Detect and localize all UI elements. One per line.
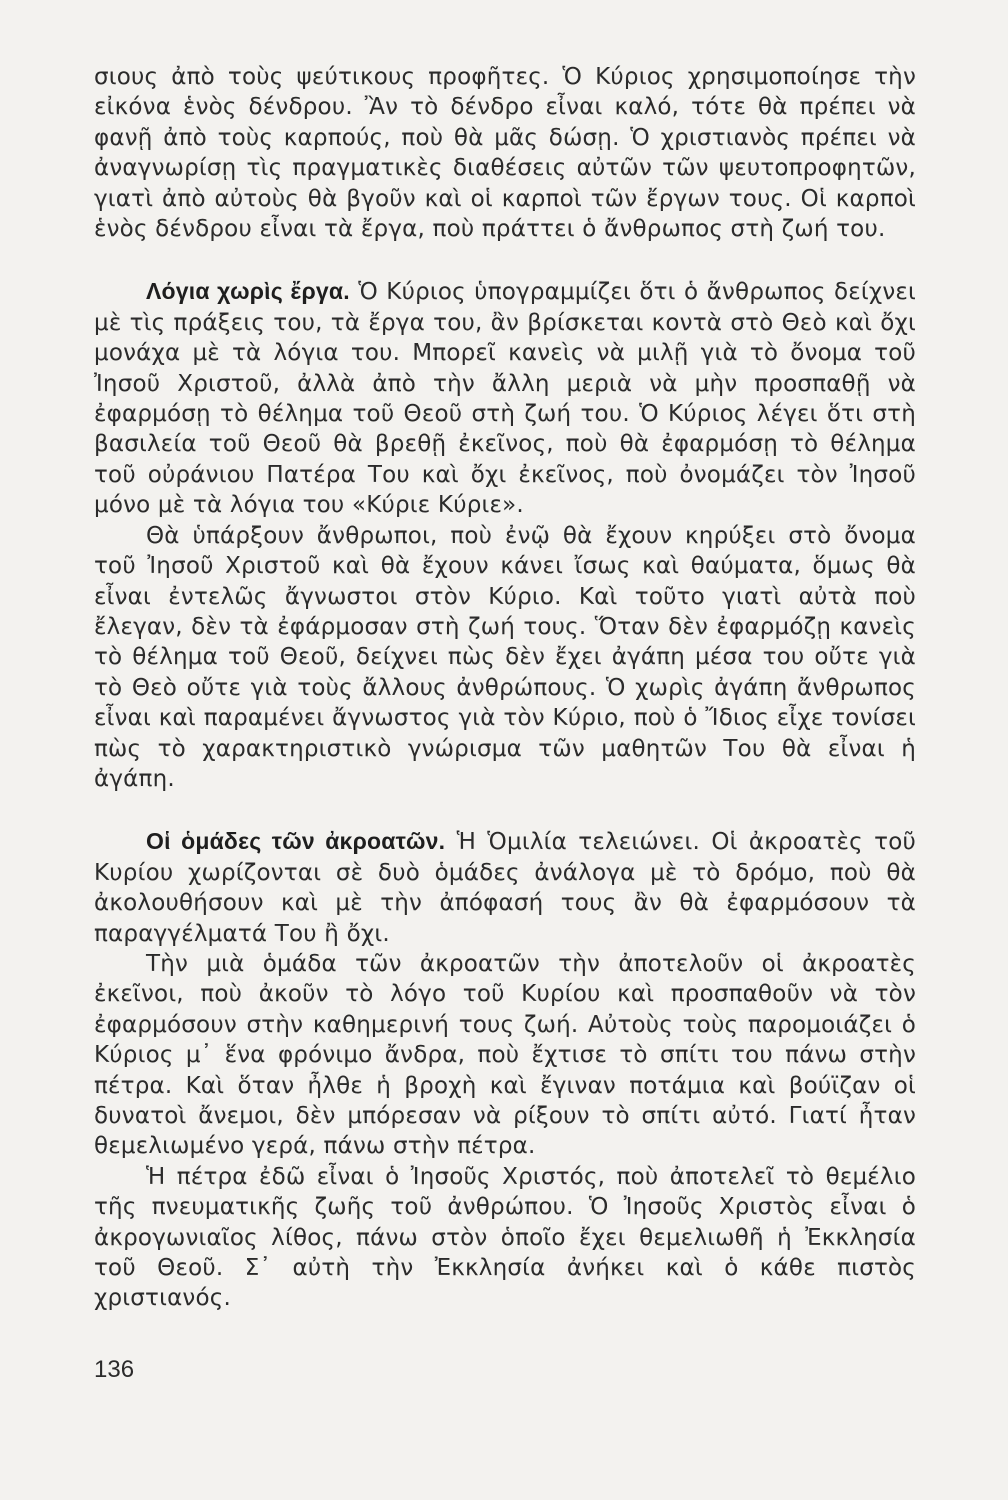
paragraph-1-text: σιους ἀπὸ τοὺς ψεύτικους προφῆτες. Ὁ Κύριος χρησιμοποίησε τὴν εἰκόνα ἑνὸς δένδρου. Ἂν τὸ δένδρο εἶναι καλό, τότε θὰ πρέπει νὰ φανῇ ἀπὸ τοὺς καρπούς, ποὺ θὰ μᾶς δώσῃ. Ὁ χριστιανὸς πρέπει νὰ ἀναγνωρίσῃ τὶς πραγματικὲς διαθέσεις αὐτῶν τῶν ψευτοπροφητῶν, γιατὶ ἀπὸ αὐτοὺς θὰ βγοῦν καὶ οἱ καρποὶ τῶν ἔργων τους. Οἱ καρποὶ ἑνὸς δένδρου εἶναι τὰ ἔργα, ποὺ πράττει ὁ ἄνθρωπος στὴ ζωή του. — [94, 64, 916, 243]
section-heading-groups-of-listeners: Οἱ ὁμάδες τῶν ἀκροατῶν. — [146, 828, 446, 855]
page-number: 136 — [94, 1356, 135, 1383]
paragraph-1 — [94, 62, 916, 244]
section-heading-words-without-deeds: Λόγια χωρὶς ἔργα. — [146, 278, 350, 305]
paragraph-3-text: Θὰ ὑπάρξουν ἄνθρωποι, ποὺ ἐνῷ θὰ ἔχουν κηρύξει στὸ ὄνομα τοῦ Ἰησοῦ Χριστοῦ καὶ θὰ ἔχουν κάνει ἴσως καὶ θαύματα, ὅμως θὰ εἶναι ἐντελῶς ἄγνωστοι στὸν Κύριο. Καὶ τοῦτο γιατὶ αὐτὰ ποὺ ἔλεγαν, δὲν τὰ ἐφάρμοσαν στὴ ζωή τους. Ὅταν δὲν ἐφαρμόζῃ κανεὶς τὸ θέλημα τοῦ Θεοῦ, δείχνει πὼς δὲν ἔχει ἀγάπη μέσα του οὔτε γιὰ τὸ Θεὸ οὔτε γιὰ τοὺς ἄλλους ἀνθρώπους. Ὁ χωρὶς ἀγάπη ἄνθρωπος εἶναι καὶ παραμένει ἄγνωστος γιὰ τὸν Κύριο, ποὺ ὁ Ἴδιος εἶχε τονίσει πὼς τὸ χαρακτηριστικὸ γνώρισμα τῶν μαθητῶν Του θὰ εἶναι ἡ ἀγάπη. — [94, 522, 916, 792]
paragraph-4-text: Ἡ Ὁμιλία τελειώνει. Οἱ ἀκροατὲς τοῦ Κυρίου χωρίζονται σὲ δυὸ ὁμάδες ἀνάλογα μὲ τὸ δρόμο, ποὺ θὰ ἀκολουθήσουν καὶ μὲ τὴν ἀπόφασή τους ἂν θὰ ἐφαρμόσουν τὰ παραγγέλματά Του ἢ ὄχι. — [94, 829, 916, 947]
paragraph-6 — [94, 1162, 916, 1314]
paragraph-3 — [94, 521, 916, 795]
paragraph-5 — [94, 949, 916, 1162]
page-body — [94, 62, 916, 1314]
paragraph-5-text: Τὴν μιὰ ὁμάδα τῶν ἀκροατῶν τὴν ἀποτελοῦν οἱ ἀκροατὲς ἐκεῖνοι, ποὺ ἀκοῦν τὸ λόγο τοῦ Κυρίου καὶ προσπαθοῦν νὰ τὸν ἐφαρμόσουν στὴν καθημερινή τους ζωή. Αὐτοὺς τοὺς παρομοιάζει ὁ Κύριος μ᾿ ἕνα φρόνιμο ἄνδρα, ποὺ ἔχτισε τὸ σπίτι του πάνω στὴν πέτρα. Καὶ ὅταν ἦλθε ἡ βροχὴ καὶ ἔγιναν ποτάμια καὶ βούϊζαν οἱ δυνατοὶ ἄνεμοι, δὲν μπόρεσαν νὰ ρίξουν τὸ σπίτι αὐτό. Γιατί ἦταν θεμελιωμένο γερά, πάνω στὴν πέτρα. — [94, 950, 916, 1160]
paragraph-6-text: Ἡ πέτρα ἐδῶ εἶναι ὁ Ἰησοῦς Χριστός, ποὺ ἀποτελεῖ τὸ θεμέλιο τῆς πνευματικῆς ζωῆς τοῦ ἀνθρώπου. Ὁ Ἰησοῦς Χριστὸς εἶναι ὁ ἀκρογωνιαῖος λίθος, πάνω στὸν ὁποῖο ἔχει θεμελιωθῆ ἡ Ἐκκλησία τοῦ Θεοῦ. Σ᾿ αὐτὴ τὴν Ἐκκλησία ἀνήκει καὶ ὁ κάθε πιστὸς χριστιανός. — [94, 1163, 916, 1312]
paragraph-2-text: Ὁ Κύριος ὑπογραμμίζει ὅτι ὁ ἄνθρωπος δείχνει μὲ τὶς πράξεις του, τὰ ἔργα του, ἂν βρίσκεται κοντὰ στὸ Θεὸ καὶ ὄχι μονάχα μὲ τὰ λόγια του. Μπορεῖ κανεὶς νὰ μιλῇ γιὰ τὸ ὄνομα τοῦ Ἰησοῦ Χριστοῦ, ἀλλὰ ἀπὸ τὴν ἄλλη μεριὰ νὰ μὴν προσπαθῇ νὰ ἐφαρμόσῃ τὸ θέλημα τοῦ Θεοῦ στὴ ζωή του. Ὁ Κύριος λέγει ὅτι στὴ βασιλεία τοῦ Θεοῦ θὰ βρεθῇ ἐκεῖνος, ποὺ θὰ ἐφαρμόσῃ τὸ θέλημα τοῦ οὐράνιου Πατέρα Του καὶ ὄχι ἐκεῖνος, ποὺ ὀνομάζει τὸν Ἰησοῦ μόνο μὲ τὰ λόγια του «Κύριε Κύριε». — [94, 279, 917, 519]
paragraph-2 — [94, 276, 916, 520]
paragraph-4 — [94, 826, 916, 949]
